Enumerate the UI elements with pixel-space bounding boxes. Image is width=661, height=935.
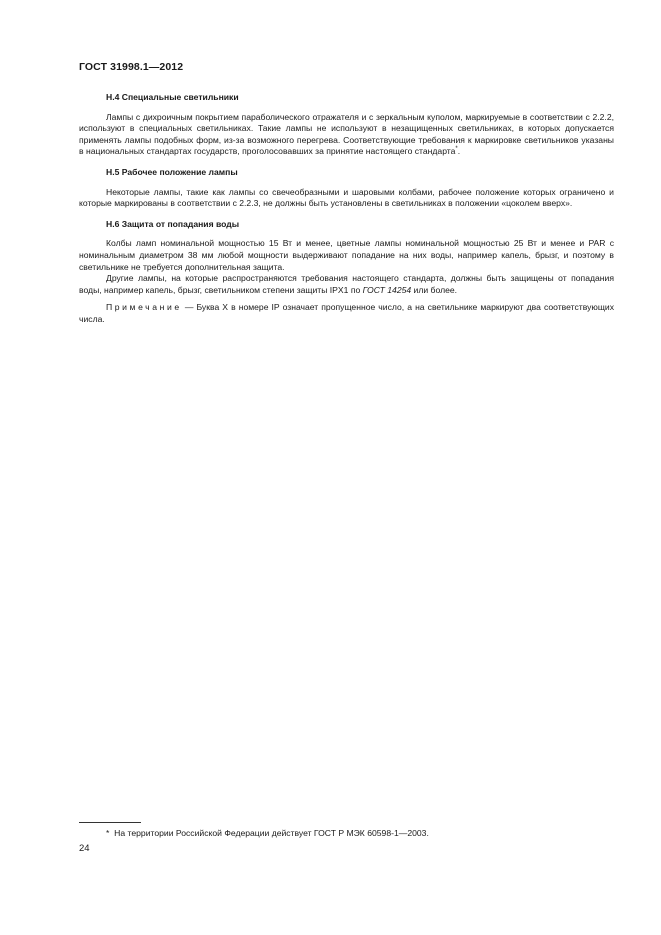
footnote-text: На территории Российской Федерации действует ГОСТ Р МЭК 60598-1—2003. xyxy=(114,828,429,838)
paragraph-text: или более. xyxy=(411,284,458,295)
paragraph-text: Другие лампы, на которые распространяются требования настоящего стандарта, должны быть защищены от попадания воды, например капель, брызг, светильником степени защиты IPX1 по xyxy=(79,273,614,295)
paragraph-text: Лампы с дихроичным покрытием параболического отражателя и с зеркальным куполом, маркируемые в соответствии с 2.2.2, используют в специальных светильниках. Такие лампы не используют в незащищенных светильниках, в которых допускается применять лампы подобных форм, из-за возможного перегрева. Соответствующие требования к маркировке светильников указаны в национальных стандартах государств, проголосовавших за принятие настоящего стандарта xyxy=(79,111,614,157)
section-paragraph: Колбы ламп номинальной мощностью 15 Вт и менее, цветные лампы номинальной мощностью 25 Вт и менее и PAR с номинальным диаметром 38 мм любой мощности выдерживают попадание на них воды, например капель, брызг, и поэтому в светильнике не требуется дополнительная защита. xyxy=(79,238,614,272)
note-paragraph xyxy=(79,302,614,325)
note-text: — Буква X в номере IP означает пропущенное число, а на светильнике маркируют два соответствующих числа. xyxy=(79,302,614,324)
section-h6 xyxy=(79,219,614,326)
section-paragraph xyxy=(79,273,614,296)
section-heading: Н.4 Специальные светильники xyxy=(106,92,239,102)
footnote-marker: * xyxy=(106,828,110,838)
footnote-divider xyxy=(79,822,141,823)
section-h5 xyxy=(79,167,614,210)
page-number: 24 xyxy=(79,843,90,854)
paragraph-end: . xyxy=(457,146,461,157)
note-label: Примечание xyxy=(106,302,182,313)
section-paragraph: Некоторые лампы, такие как лампы со свечеобразными и шаровыми колбами, рабочее положение которых ограничено и которые маркированы в соответствии с 2.2.3, не должны быть установлены в светильниках в положении «цоколем вверх». xyxy=(79,186,614,209)
page-header-standard-code: ГОСТ 31998.1—2012 xyxy=(79,61,184,73)
section-heading: Н.6 Защита от попадания воды xyxy=(106,218,240,229)
section-heading: Н.5 Рабочее положение лампы xyxy=(106,166,238,177)
document-body xyxy=(79,92,614,335)
footnote xyxy=(106,828,429,839)
footnote-marker: * xyxy=(455,146,458,153)
section-paragraph xyxy=(79,112,614,158)
section-h4 xyxy=(79,92,614,158)
standard-reference: ГОСТ 14254 xyxy=(362,284,412,295)
